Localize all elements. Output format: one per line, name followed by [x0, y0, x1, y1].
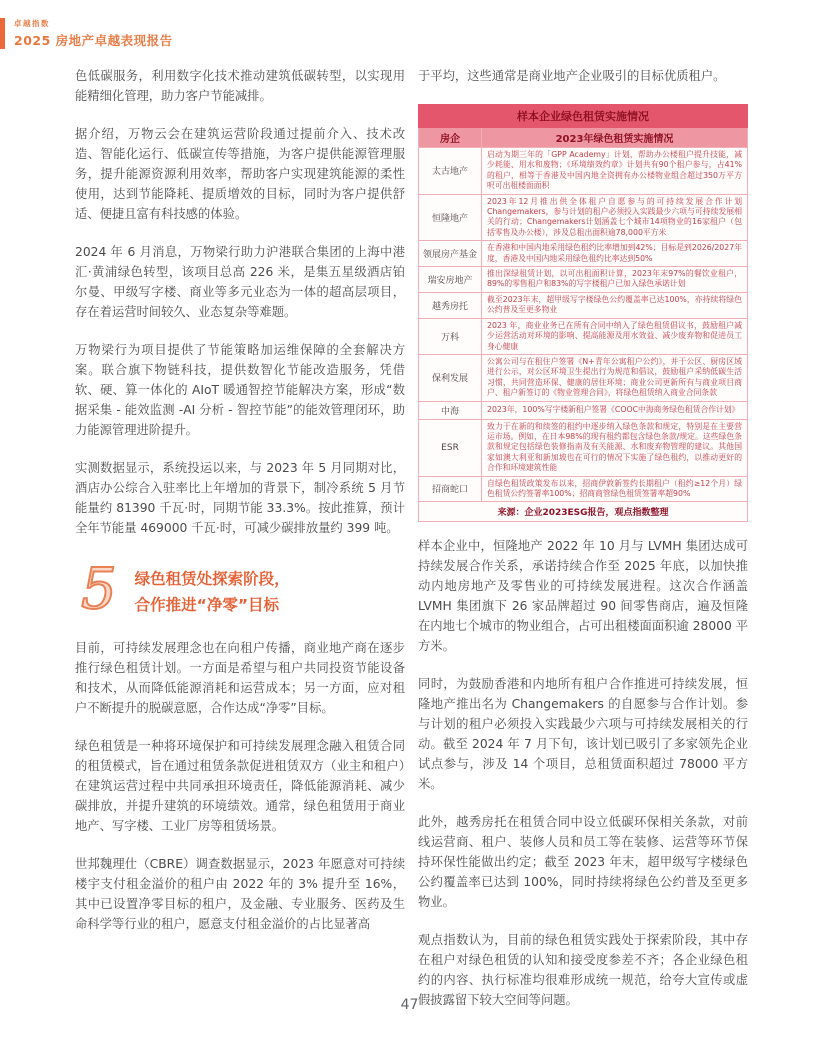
- detail-cell: 启动为期三年的「GPP Academy」计划，帮助办公楼租户提升技能，减少耗能、用水和废物；《环境绩效约章》计划共有90个租户参与，占41%的租户，相等于香港及中国内地全资拥有办公楼物业组合超过350万平方呎可出租楼面面积: [482, 148, 748, 195]
- table-source-row: [419, 502, 748, 522]
- detail-cell: 自绿色租赁政策发布以来，招商伊敦新签约长期租户（租约≥12个月）绿色租赁公约签署率100%；招商商管绿色租赁签署率超90%: [482, 476, 748, 502]
- company-cell: 瑞安房地产: [419, 267, 482, 293]
- brand-subtitle: 卓越指数: [14, 19, 50, 28]
- table-row: [419, 241, 748, 267]
- left-column: [75, 66, 405, 1028]
- section-5-header: [77, 557, 405, 622]
- table-row: [419, 292, 748, 318]
- section-number: 5: [81, 557, 117, 622]
- paragraph: 此外，越秀房托在租赁合同中设立低碳环保相关条款，对前线运营商、租户、装修人员和员工等在装修、运营等环节保持环保性能做出约定；截至 2023 年末，超甲级写字楼绿色公约覆盖率已达到 100%，同时持续将绿色公约普及至更多物业。: [418, 815, 748, 910]
- table-row: [419, 354, 748, 401]
- paragraph: 世邦魏理仕（CBRE）调查数据显示，2023 年愿意对可持续楼宇支付租金溢价的租户由 2022 年的 3% 提升至 16%，其中已设置净零目标的租户，及金融、专业服务、医药及生命科学等行业的租户，愿意支付租金溢价的占比显著高: [75, 857, 405, 931]
- table-row: [419, 401, 748, 419]
- company-cell: 招商蛇口: [419, 476, 482, 502]
- brand-accent-bar: [0, 18, 5, 49]
- table-row: [419, 476, 748, 502]
- table-title: 样本企业绿色租赁实施情况: [419, 105, 748, 128]
- section-title-line2: 合作推进“净零”目标: [134, 596, 280, 614]
- page-number: 47: [400, 997, 419, 1013]
- right-column: [418, 66, 748, 1028]
- brand-text: [14, 18, 173, 49]
- table-header-row: [419, 128, 748, 148]
- company-cell: 越秀房托: [419, 292, 482, 318]
- column-header-detail: 2023年绿色租赁实施情况: [482, 128, 748, 148]
- column-header-company: 房企: [419, 128, 482, 148]
- paragraph: 于平均，这些通常是商业地产企业吸引的目标优质租户。: [418, 69, 726, 83]
- page-content: [75, 66, 748, 1028]
- paragraph: 2024 年 6 月消息，万物梁行助力沪港联合集团的上海中港汇·黄浦绿色转型，该项目总高 226 米，是集五星级酒店铂尔曼、甲级写字楼、商业等多元业态为一体的超高层项目，存在着运营时间较久、业态复杂等难题。: [75, 245, 405, 319]
- paragraph: 同时，为鼓励香港和内地所有租户合作推进可持续发展，恒隆地产推出名为 Changemakers 的自愿参与合作计划。参与计划的租户必须投入实践最少六项与可持续发展相关的行动。截至 2024 年 7 月下旬，该计划已吸引了多家领先企业试点参与，涉及 14 个项目，总租赁面积超过 78000 平方米。: [418, 677, 748, 792]
- section-title: [135, 562, 290, 618]
- detail-cell: 致力于在新的和续签的租约中逐步纳入绿色条款和规定，特别是在主要营运市场。例如，在日本98%的现有租约都包含绿色条款/规定。这些绿色条款和规定包括绿色装修指南及有关能源、水和废弃物管理的建议。其他国家如澳大利亚和新加坡也在可行的情况下实施了绿色租约，以推动更好的合作和环境建筑性能: [482, 419, 748, 476]
- paragraph: 万物梁行为项目提供了节能策略加运维保障的全套解决方案。联合旗下物链科技，提供数智化节能改造服务，凭借软、硬、算一体化的 AIoT 暖通智控节能解决方案，形成“数据采集 - 能效监测 -AI 分析 - 智控节能”的能效管理闭环，助力能源管理进阶提升。: [75, 343, 405, 437]
- paragraph: 样本企业中，恒隆地产 2022 年 10 月与 LVMH 集团达成可持续发展合作关系，承诺持续合作至 2025 年底，以加快推动内地房地产及零售业的可持续发展进程。这次合作涵盖 LVMH 集团旗下 26 家品牌超过 90 间零售商店，遍及恒隆在内地七个城市的物业组合，占可出租楼面面积逾 28000 平方米。: [418, 539, 748, 654]
- company-cell: 恒隆地产: [419, 194, 482, 241]
- green-lease-table: [418, 104, 748, 522]
- paragraph: 观点指数认为，目前的绿色租赁实践处于探索阶段，其中存在租户对绿色租赁的认知和接受度参差不齐；各企业绿色租约的内容、执行标准均很难形成统一规范，给夸大宣传或虚假披露留下较大空间等问题。: [418, 933, 748, 1008]
- paragraph: 目前，可持续发展理念也在向租户传播，商业地产商在逐步推行绿色租赁计划。一方面是希望与租户共同投资节能设备和技术，从而降低能源消耗和运营成本；另一方面，应对租户不断提升的脱碳意愿，合作达成“净零”目标。: [75, 641, 405, 715]
- company-cell: 保利发展: [419, 354, 482, 401]
- company-cell: ESR: [419, 419, 482, 476]
- table-source: 来源：企业2023ESG报告，观点指数整理: [419, 502, 748, 522]
- paragraph: 据介绍，万物云会在建筑运营阶段通过提前介入、技术改造、智能化运行、低碳宣传等措施，为客户提供能源管理服务，提升能源资源利用效率，帮助客户实现建筑能源的柔性使用，达到节能降耗、提质增效的目标，同时为客户提供舒适、便捷且富有科技感的体验。: [75, 127, 405, 221]
- paragraph: 色低碳服务，利用数字化技术推动建筑低碳转型，以实现用能精细化管理，助力客户节能减排。: [75, 69, 405, 103]
- company-cell: 太古地产: [419, 148, 482, 195]
- report-brand-header: [0, 18, 173, 49]
- detail-cell: 在香港和中国内地采用绿色租约比率增加到42%；目标是到2026/2027年度，香港及中国内地采用绿色租约比率达到50%: [482, 241, 748, 267]
- section-title-line1: 绿色租赁处探索阶段，: [134, 570, 290, 588]
- table-row: [419, 148, 748, 195]
- table-row: [419, 318, 748, 354]
- detail-cell: 截至2023年末，超甲级写字楼绿色公约覆盖率已达100%，亦持续将绿色公约普及至更多物业: [482, 292, 748, 318]
- brand-title: 2025 房地产卓越表现报告: [14, 33, 173, 48]
- company-cell: 万科: [419, 318, 482, 354]
- detail-cell: 公寓公司与在租住户签署《N+青年公寓租户公约》，并于公区、厨房区域进行公示，对公区环境卫生提出行为规范和倡议，鼓励租户采纳低碳生活习惯，共同营造环保、健康的居住环境；商业公司更新所有与商业项目商户、租户新签订的《物业管理合同》，将绿色租赁纳入商业合同条款: [482, 354, 748, 401]
- detail-cell: 2023 年，商业业务已在所有合同中纳入了绿色租赁倡议书，鼓励租户减少运营活动对环境的影响、提高能源及用水效益、减少废弃物和促进员工身心健康: [482, 318, 748, 354]
- detail-cell: 推出深绿租赁计划，以可出租面积计算，2023年末97%的餐饮业租户，89%的零售租户和83%的写字楼租户已加入绿色承诺计划: [482, 267, 748, 293]
- company-cell: 领展房产基金: [419, 241, 482, 267]
- detail-cell: 2023年12月推出供全体租户自愿参与的可持续发展合作计划Changemakers，参与计划的租户必须投入实践最少六项与可持续发展相关的行动；Changemakers计划涵盖七个城市14项物业的16家租户（包括零售及办公楼），涉及总租出面积逾78,000平方米: [482, 194, 748, 241]
- table-row: [419, 419, 748, 476]
- paragraph: 实测数据显示，系统投运以来，与 2023 年 5 月同期对比，酒店办公综合入驻率比上年增加的背景下，制冷系统 5 月节能量约 81390 千瓦·时，同期节能 33.3%。按此推算，预计全年节能量 469000 千瓦·时，可减少碳排放量约 399 吨。: [75, 461, 405, 535]
- table-row: [419, 267, 748, 293]
- paragraph: 绿色租赁是一种将环境保护和可持续发展理念融入租赁合同的租赁模式，旨在通过租赁条款促进租赁双方（业主和租户）在建筑运营过程中共同承担环境责任，降低能源消耗、减少碳排放，并提升建筑的环境绩效。通常，绿色租赁用于商业地产、写字楼、工业厂房等租赁场景。: [75, 739, 405, 833]
- detail-cell: 2023年，100%写字楼新租户签署《COOC中海商务绿色租赁合作计划》: [482, 401, 748, 419]
- company-cell: 中海: [419, 401, 482, 419]
- table-row: [419, 194, 748, 241]
- table-title-row: [419, 105, 748, 128]
